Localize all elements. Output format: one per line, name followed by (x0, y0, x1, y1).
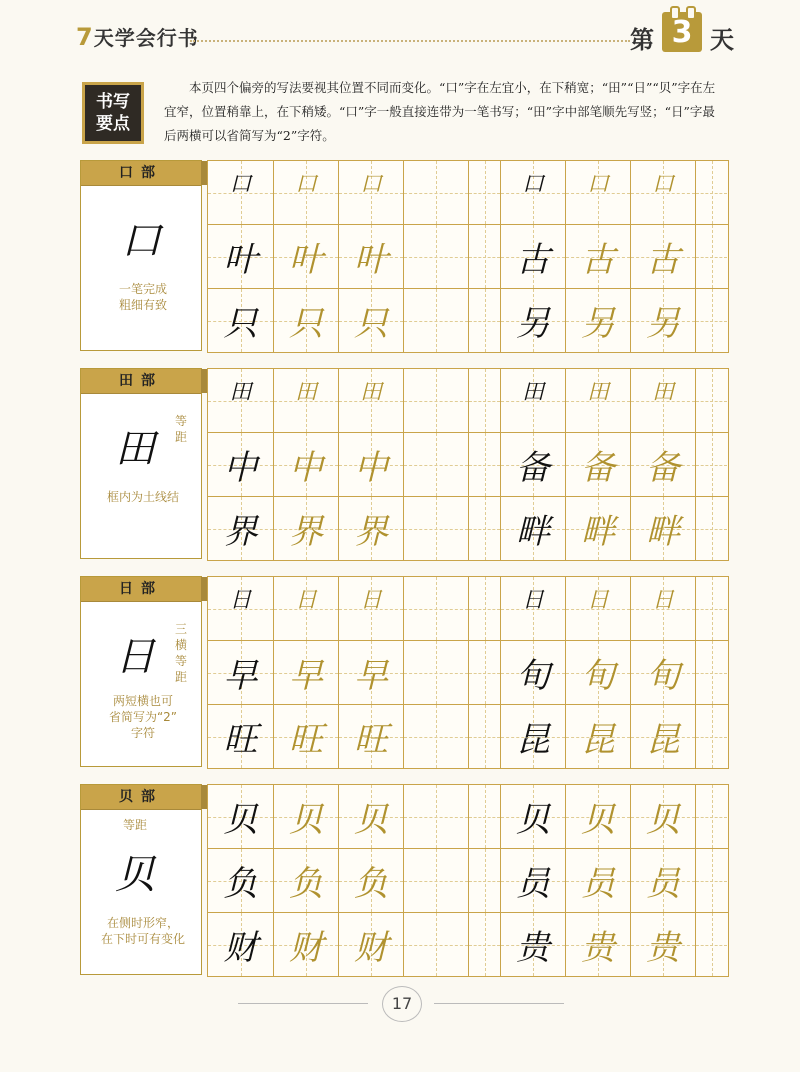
spacing-note: 等距 (123, 818, 148, 832)
day-indicator (630, 12, 760, 52)
calendar-icon (662, 12, 702, 52)
radical-example: 日 (115, 634, 155, 680)
practice-cell (338, 849, 403, 912)
practice-character: 畔 (581, 512, 615, 552)
book-title: 7天学会行书 (76, 23, 199, 51)
practice-cell (500, 641, 565, 704)
practice-row (208, 161, 728, 224)
footer-line-right (434, 1003, 564, 1004)
practice-cell (565, 433, 630, 496)
practice-character: 员 (516, 864, 550, 904)
practice-cell (273, 577, 338, 640)
practice-character: 口 (359, 172, 382, 197)
practice-cell (403, 433, 468, 496)
practice-row (208, 224, 728, 288)
practice-character: 负 (354, 864, 388, 904)
practice-cell (500, 785, 565, 848)
practice-row (208, 848, 728, 912)
practice-cell (338, 641, 403, 704)
practice-character: 贵 (646, 928, 680, 968)
practice-character: 只 (354, 304, 388, 344)
practice-character: 口 (229, 172, 252, 197)
practice-character: 田 (651, 380, 674, 405)
practice-cell (565, 161, 630, 224)
practice-cell (403, 785, 468, 848)
practice-cell (630, 497, 695, 560)
practice-cell (208, 785, 273, 848)
radical-panel (80, 160, 202, 351)
writing-note: 两短横也可 省简写为“2” 字符 (108, 694, 178, 740)
practice-character: 日 (651, 588, 674, 613)
practice-character: 早 (289, 656, 323, 696)
practice-row (208, 288, 728, 352)
practice-character: 口 (294, 172, 317, 197)
radical-title: 贝部 (81, 785, 201, 810)
practice-cell (273, 161, 338, 224)
writing-note: 框内为土线结 (106, 490, 179, 504)
practice-cell (273, 289, 338, 352)
practice-character: 旺 (223, 720, 258, 760)
practice-row (208, 496, 728, 560)
practice-cell (468, 913, 500, 976)
practice-character: 贝 (223, 800, 258, 840)
practice-cell (695, 641, 727, 704)
practice-cell (630, 161, 695, 224)
practice-cell (403, 497, 468, 560)
practice-cell (695, 225, 727, 288)
practice-character: 备 (581, 448, 615, 488)
practice-cell (403, 369, 468, 432)
practice-character: 旬 (646, 656, 680, 696)
practice-character: 旬 (581, 656, 615, 696)
practice-row (208, 912, 728, 976)
practice-cell (500, 705, 565, 768)
practice-cell (630, 225, 695, 288)
practice-cell (695, 913, 727, 976)
practice-cell (468, 225, 500, 288)
practice-cell (338, 369, 403, 432)
practice-cell (500, 369, 565, 432)
practice-cell (338, 289, 403, 352)
practice-character: 贵 (581, 928, 615, 968)
practice-character: 旺 (354, 720, 388, 760)
practice-character: 古 (646, 240, 680, 280)
practice-cell (565, 913, 630, 976)
practice-cell (468, 433, 500, 496)
day-suffix: 天 (710, 25, 734, 54)
practice-cell (273, 849, 338, 912)
practice-cell (338, 433, 403, 496)
practice-cell (565, 225, 630, 288)
practice-cell (500, 849, 565, 912)
practice-cell (500, 913, 565, 976)
practice-cell (273, 225, 338, 288)
practice-character: 早 (354, 656, 388, 696)
practice-cell (468, 577, 500, 640)
practice-character: 旬 (516, 656, 550, 696)
practice-cell (565, 785, 630, 848)
practice-cell (468, 785, 500, 848)
practice-character: 日 (521, 588, 544, 613)
practice-cell (338, 225, 403, 288)
practice-character: 中 (289, 448, 323, 488)
practice-character: 财 (289, 928, 323, 968)
practice-character: 旺 (289, 720, 323, 760)
practice-row (208, 640, 728, 704)
practice-cell (468, 289, 500, 352)
practice-character: 界 (223, 512, 258, 552)
footer-line-left (238, 1003, 368, 1004)
practice-character: 古 (516, 240, 550, 280)
practice-character: 日 (229, 588, 252, 613)
practice-row (208, 785, 728, 848)
practice-cell (500, 433, 565, 496)
practice-cell (630, 369, 695, 432)
practice-character: 口 (651, 172, 674, 197)
practice-character: 财 (223, 928, 258, 968)
practice-character: 早 (223, 656, 258, 696)
practice-character: 备 (646, 448, 680, 488)
practice-cell (208, 705, 273, 768)
practice-cell (695, 289, 727, 352)
practice-cell (468, 705, 500, 768)
radical-title: 口部 (81, 161, 201, 186)
practice-cell (565, 289, 630, 352)
practice-cell (208, 225, 273, 288)
practice-cell (208, 497, 273, 560)
practice-character: 田 (586, 380, 609, 405)
practice-character: 贝 (516, 800, 550, 840)
practice-cell (500, 161, 565, 224)
practice-cell (403, 577, 468, 640)
practice-cell (468, 849, 500, 912)
practice-character: 贝 (289, 800, 323, 840)
practice-cell (565, 641, 630, 704)
practice-character: 叶 (223, 240, 258, 280)
practice-grid (207, 784, 729, 977)
practice-character: 日 (586, 588, 609, 613)
practice-cell (630, 785, 695, 848)
practice-cell (273, 785, 338, 848)
radical-panel (80, 784, 202, 975)
practice-character: 叶 (354, 240, 388, 280)
practice-character: 畔 (516, 512, 550, 552)
practice-cell (500, 225, 565, 288)
practice-character: 员 (581, 864, 615, 904)
practice-cell (403, 913, 468, 976)
practice-cell (468, 161, 500, 224)
practice-cell (695, 369, 727, 432)
practice-cell (565, 849, 630, 912)
practice-cell (468, 497, 500, 560)
practice-grid (207, 576, 729, 769)
practice-cell (273, 705, 338, 768)
practice-cell (338, 705, 403, 768)
practice-cell (208, 849, 273, 912)
practice-character: 贵 (516, 928, 550, 968)
practice-character: 田 (229, 380, 252, 405)
practice-cell (273, 369, 338, 432)
practice-row (208, 432, 728, 496)
practice-character: 昆 (581, 720, 615, 760)
practice-cell (630, 433, 695, 496)
practice-character: 古 (581, 240, 615, 280)
practice-cell (403, 225, 468, 288)
radical-example: 口 (121, 218, 161, 264)
practice-cell (338, 913, 403, 976)
day-prefix: 第 (630, 25, 654, 54)
practice-character: 只 (289, 304, 323, 344)
practice-character: 中 (354, 448, 388, 488)
practice-character: 界 (289, 512, 323, 552)
day-number: 3 (671, 15, 693, 50)
practice-cell (403, 849, 468, 912)
practice-cell (695, 785, 727, 848)
practice-character: 日 (294, 588, 317, 613)
practice-cell (208, 433, 273, 496)
practice-character: 财 (354, 928, 388, 968)
practice-character: 负 (223, 864, 258, 904)
practice-cell (695, 577, 727, 640)
practice-cell (695, 497, 727, 560)
practice-cell (630, 913, 695, 976)
practice-character: 贝 (354, 800, 388, 840)
writing-note: 一笔完成 粗细有致 (118, 282, 167, 312)
practice-character: 界 (354, 512, 388, 552)
practice-cell (500, 289, 565, 352)
practice-character: 日 (359, 588, 382, 613)
practice-cell (695, 849, 727, 912)
radical-example: 贝 (115, 852, 155, 898)
practice-cell (403, 161, 468, 224)
practice-cell (338, 161, 403, 224)
practice-cell (403, 641, 468, 704)
practice-character: 中 (223, 448, 258, 488)
radical-title: 田部 (81, 369, 201, 394)
practice-character: 畔 (646, 512, 680, 552)
practice-cell (630, 849, 695, 912)
practice-cell (273, 913, 338, 976)
practice-character: 另 (581, 304, 615, 344)
page-number: 17 (382, 986, 422, 1022)
practice-character: 田 (359, 380, 382, 405)
practice-cell (630, 705, 695, 768)
practice-character: 负 (289, 864, 323, 904)
practice-cell (338, 785, 403, 848)
radical-panel (80, 576, 202, 767)
practice-cell (695, 705, 727, 768)
practice-cell (500, 497, 565, 560)
practice-character: 只 (223, 304, 258, 344)
practice-row (208, 577, 728, 640)
practice-cell (273, 433, 338, 496)
practice-cell (208, 577, 273, 640)
writing-note: 在侧时形窄， 在下时可有变化 (100, 916, 185, 946)
practice-cell (565, 577, 630, 640)
key-points-text: 本页四个偏旁的写法要视其位置不同而变化。“口”字在左宜小，在下稍宽；“田”“日”“贝”字在左宜窄，位置稍靠上，在下稍矮。“口”字一般直接连带为一笔书写；“田”字中部笔顺先写竖；“日”字最后两横可以省简写为“2”字符。 (164, 80, 716, 143)
practice-cell (630, 577, 695, 640)
practice-cell (208, 161, 273, 224)
practice-cell (208, 369, 273, 432)
spacing-note: 三 横 等 距 (175, 622, 188, 684)
header-divider (190, 40, 630, 42)
practice-cell (565, 369, 630, 432)
practice-character: 口 (586, 172, 609, 197)
practice-cell (468, 641, 500, 704)
practice-cell (630, 641, 695, 704)
practice-cell (630, 289, 695, 352)
practice-character: 口 (521, 172, 544, 197)
practice-cell (500, 577, 565, 640)
practice-grid (207, 160, 729, 353)
radical-example: 田 (115, 426, 155, 472)
practice-cell (208, 913, 273, 976)
practice-cell (208, 289, 273, 352)
practice-cell (403, 705, 468, 768)
key-points-badge: 书写 要点 (82, 82, 144, 144)
practice-cell (273, 641, 338, 704)
radical-title: 日部 (81, 577, 201, 602)
practice-cell (338, 497, 403, 560)
radical-panel (80, 368, 202, 559)
practice-character: 贝 (581, 800, 615, 840)
practice-cell (273, 497, 338, 560)
practice-character: 另 (516, 304, 550, 344)
practice-cell (468, 369, 500, 432)
practice-grid (207, 368, 729, 561)
practice-character: 员 (646, 864, 680, 904)
practice-character: 贝 (646, 800, 680, 840)
practice-row (208, 704, 728, 768)
practice-cell (695, 433, 727, 496)
practice-character: 田 (521, 380, 544, 405)
practice-cell (565, 497, 630, 560)
practice-cell (695, 161, 727, 224)
practice-row (208, 369, 728, 432)
practice-cell (403, 289, 468, 352)
practice-cell (208, 641, 273, 704)
practice-character: 叶 (289, 240, 323, 280)
practice-character: 田 (294, 380, 317, 405)
practice-character: 昆 (516, 720, 550, 760)
practice-character: 另 (646, 304, 680, 344)
practice-character: 昆 (646, 720, 680, 760)
practice-character: 备 (516, 448, 550, 488)
spacing-note: 等 距 (175, 414, 188, 444)
practice-cell (338, 577, 403, 640)
practice-cell (565, 705, 630, 768)
